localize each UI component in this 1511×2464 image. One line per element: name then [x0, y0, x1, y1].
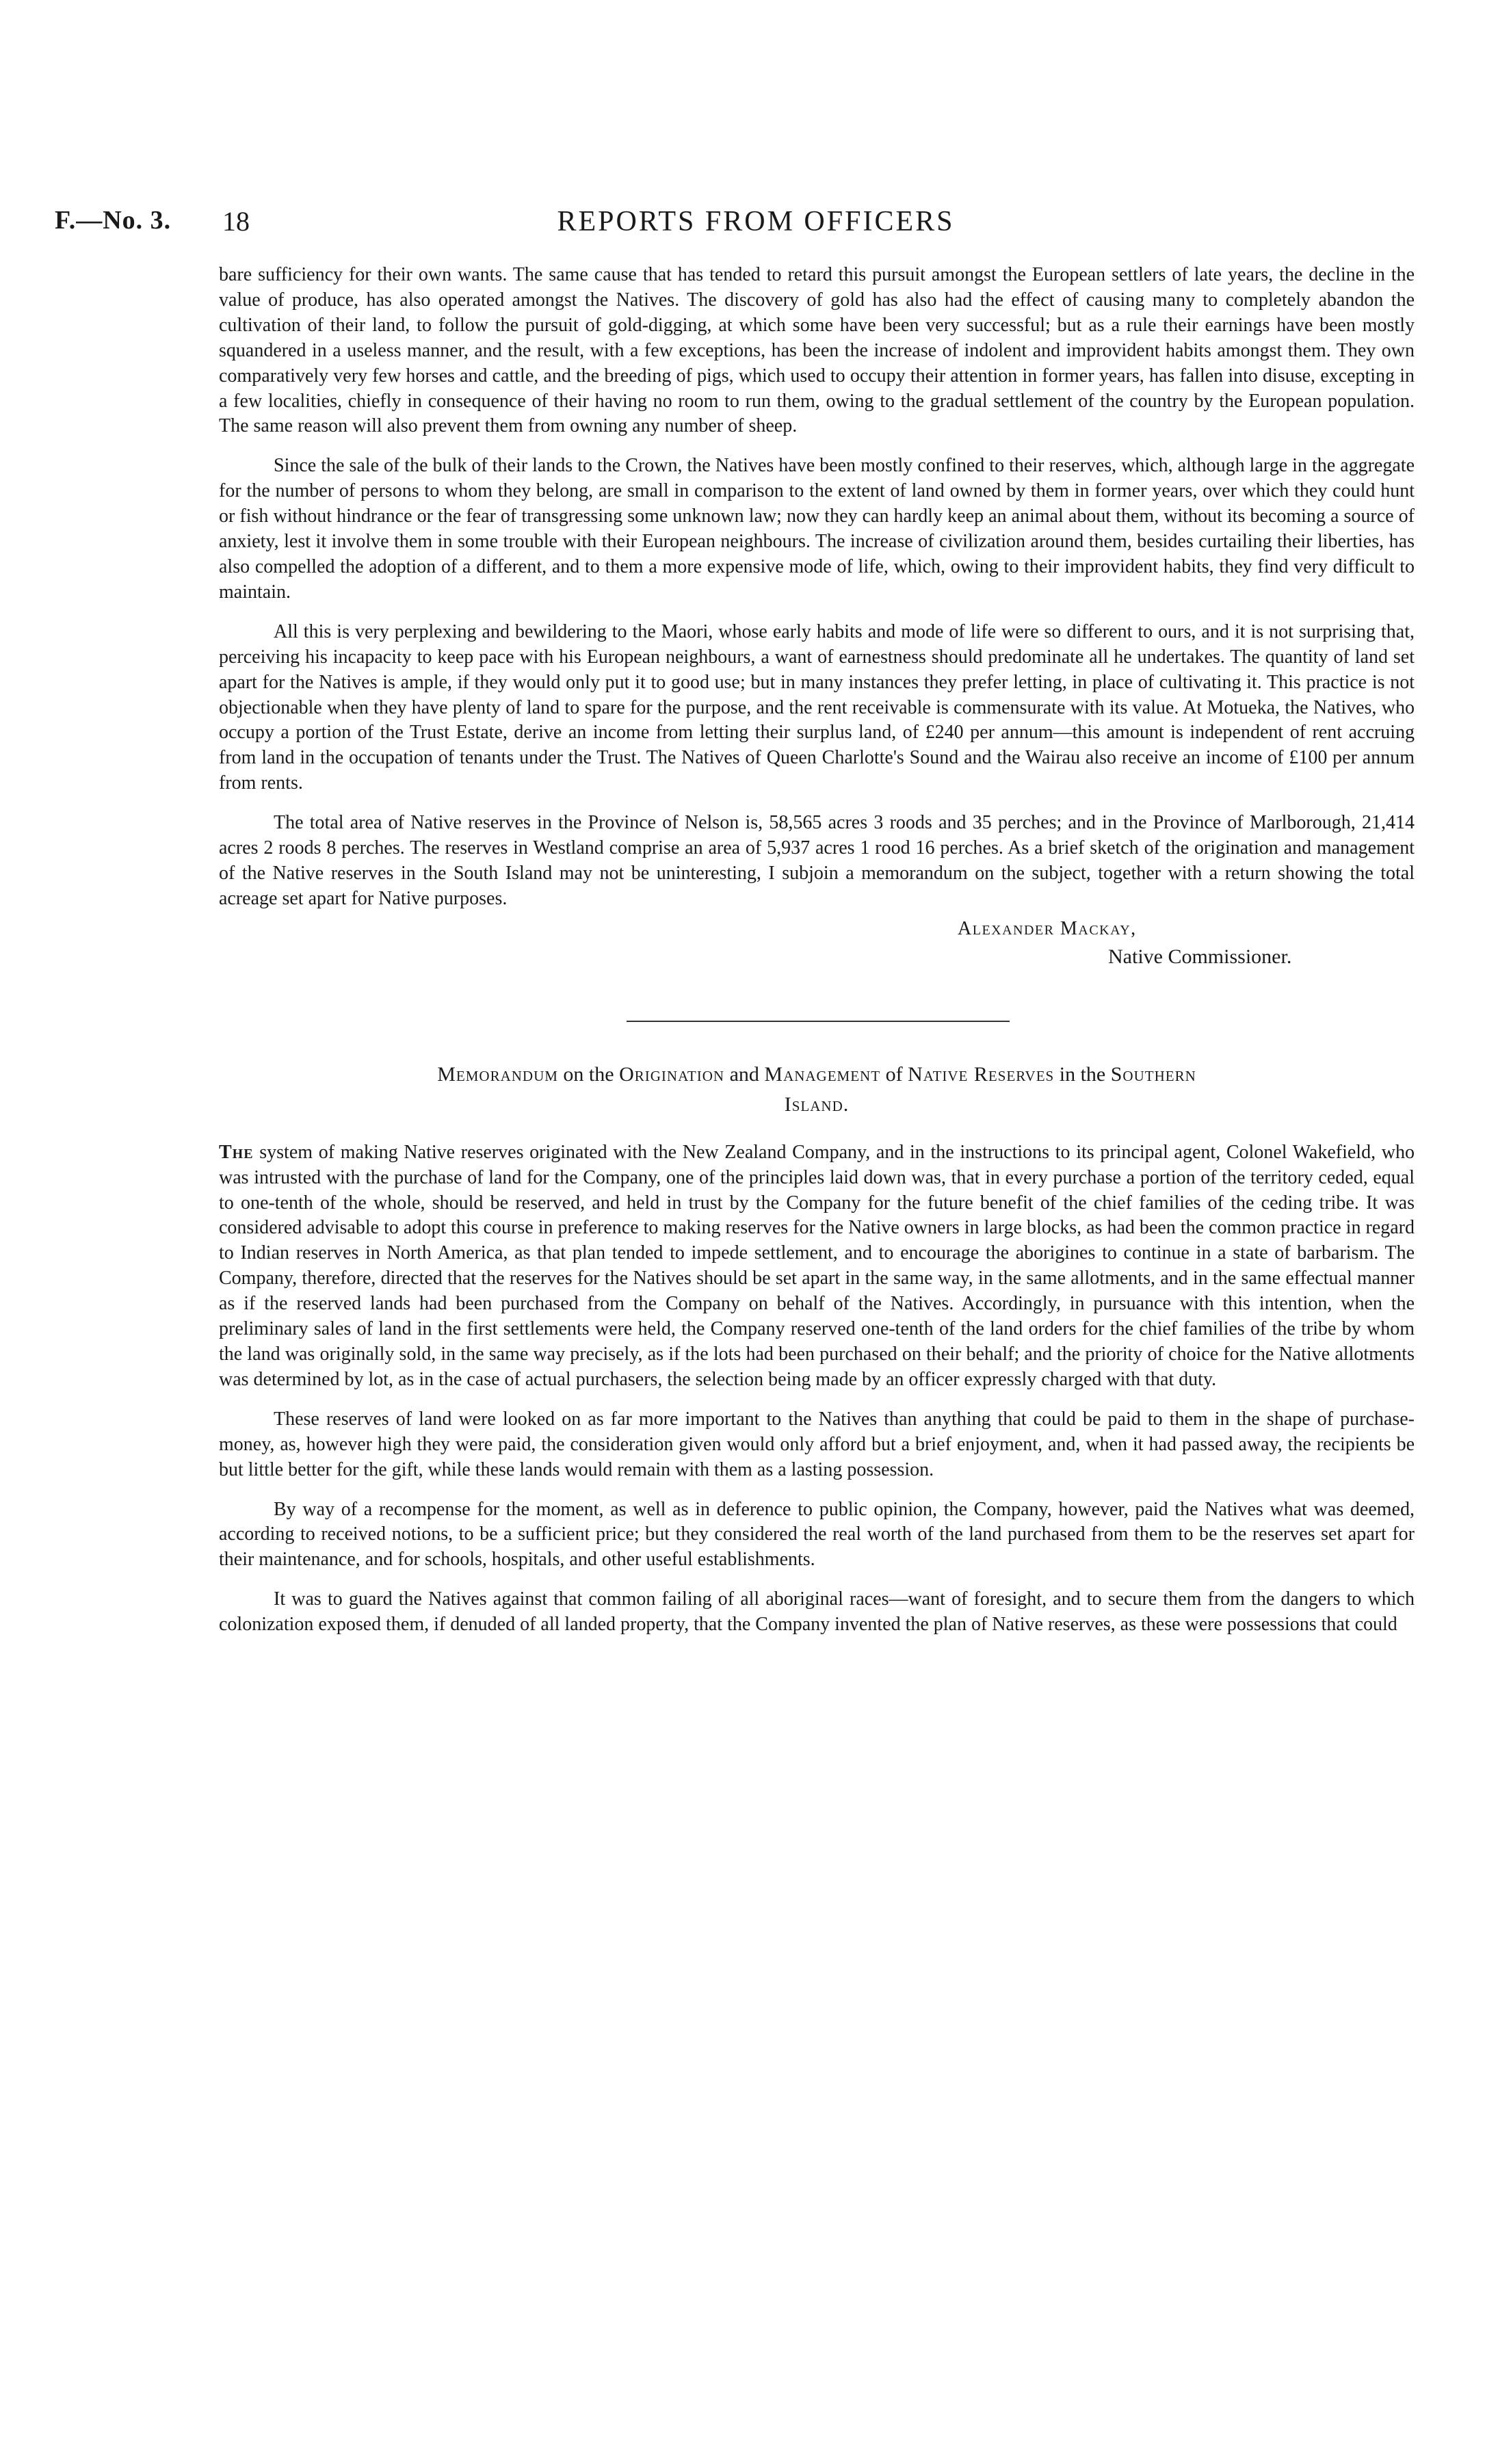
memorandum-paragraph: The system of making Native reserves originated with the New Zealand Company, and in the instructions to its principal agent, Colonel Wakefield, who was intrusted with the purchase of land for the Company, one of the principles laid down was, that in every purchase a portion of the territory ceded, equal to one-tenth of the whole, should be reserved, and held in trust by the Company for the future benefit of the chief families of the ceding tribe. It was considered advisable to adopt this course in preference to making reserves for the Native owners in large blocks, as had been the common practice in regard to Indian reserves in North America, as that plan tended to impede settlement, and to encourage the aborigines to continue in a state of barbarism. The Company, therefore, directed that the reserves for the Natives should be set apart in the same way, in the same allotments, and in the same effectual manner as if the reserved lands had been purchased from the Company on behalf of the Natives. Accordingly, in pursuance with this intention, when the preliminary sales of land in the first settlements were held, the Company reserved one-tenth of the land orders for the chief families of the tribe by whom the land was originally sold, in the same way precisely, as if the lots had been purchased on their behalf; and the priority of choice for the Native allotments was determined by lot, as in the case of actual purchasers, the selection being made by an officer expressly charged with that duty.: [219, 1141, 1415, 1390]
report-paragraph: The total area of Native reserves in the Province of Nelson is, 58,565 acres 3 roods and 35 perches; and in the Province of Marlborough, 21,414 acres 2 roods 8 perches. The reserves in Westland comprise an area of 5,937 acres 1 rood 16 perches. As a brief sketch of the origination and management of the Native reserves in the South Island may not be uninteresting, I subjoin a memorandum on the subject, together with a return showing the total acreage set apart for Native purposes.: [219, 812, 1415, 909]
memorandum-paragraph: By way of a recompense for the moment, as well as in deference to public opinion, the Company, however, paid the Natives what was deemed, according to received notions, to be a sufficient price; but they considered the real worth of the land purchased from them to be the reserves set apart for their maintenance, and for schools, hospitals, and other useful establishments.: [219, 1498, 1415, 1571]
signature-name: Alexander Mackay,: [958, 917, 1137, 939]
report-paragraph: bare sufficiency for their own wants. The same cause that has tended to retard this pursuit amongst the European settlers of late years, the decline in the value of produce, has also operated amongst the Natives. The discovery of gold has also had the effect of causing many to completely abandon the cultivation of their land, to follow the pursuit of gold-digging, at which some have been very successful; but as a rule their earnings have been mostly squandered in a useless manner, and the result, with a few exceptions, has been the increase of indolent and improvident habits amongst them. They own comparatively very few horses and cattle, and the breeding of pigs, which used to occupy their attention in former years, has fallen into disuse, excepting in a few localities, chiefly in consequence of their having no room to run them, owing to the gradual settlement of the country by the European population. The same reason will also prevent them from owning any number of sheep.: [219, 264, 1415, 437]
memorandum-heading: Memorandum on the Origination and Management of Native Reserves in the Southern Island.: [437, 1062, 1196, 1116]
memorandum-paragraph: These reserves of land were looked on as far more important to the Natives than anything that could be paid to them in the shape of purchase-money, as, however high they were paid, the consideration given would only afford but a brief enjoyment, and, when it had passed away, the recipients be but little better for the gift, while these lands would remain with them as a lasting possession.: [219, 1408, 1415, 1480]
series-number: F.—No. 3.: [55, 206, 172, 235]
report-paragraph: All this is very perplexing and bewildering to the Maori, whose early habits and mode of life were so different to ours, and it is not surprising that, perceiving his incapacity to keep pace with his European neighbours, a want of earnestness should predominate all he undertakes. The quantity of land set apart for the Natives is ample, if they would only put it to good use; but in many instances they prefer letting, in place of cultivating it. This practice is not objectionable when they have plenty of land to spare for the purpose, and the rent receivable is commensurate with its value. At Motueka, the Natives, who occupy a portion of the Trust Estate, derive an income from letting their surplus land, of £240 per annum—this amount is independent of rent accruing from land in the occupation of tenants under the Trust. The Natives of Queen Charlotte's Sound and the Wairau also receive an income of £100 per annum from rents.: [219, 620, 1415, 794]
page-header: [55, 205, 1457, 246]
signature-title: Native Commissioner.: [1108, 945, 1292, 968]
memorandum-paragraph: It was to guard the Natives against that common failing of all aboriginal races—want of foresight, and to secure them from the dangers to which colonization exposed them, if denuded of all landed property, that the Company invented the plan of Native reserves, as these were possessions that could: [219, 1588, 1415, 1636]
section-divider: [627, 1021, 1010, 1022]
opening-word: The: [219, 1141, 254, 1163]
page-number: 18: [222, 206, 250, 237]
report-paragraph: Since the sale of the bulk of their lands to the Crown, the Natives have been mostly confined to their reserves, which, although large in the aggregate for the number of persons to whom they belong, are small in comparison to the extent of land owned by them in former years, over which they could hunt or fish without hindrance or the fear of transgressing some unknown law; now they can hardly keep an animal about them, without its becoming a source of anxiety, lest it involve them in some trouble with their European neighbours. The increase of civilization around them, besides curtailing their liberties, has also compelled the adoption of a different, and to them a more expensive mode of life, which, owing to their improvident habits, they find very difficult to maintain.: [219, 455, 1415, 603]
body-text: [219, 263, 1415, 1652]
signature-block: [219, 918, 1415, 973]
running-title: REPORTS FROM OFFICERS: [557, 206, 955, 237]
